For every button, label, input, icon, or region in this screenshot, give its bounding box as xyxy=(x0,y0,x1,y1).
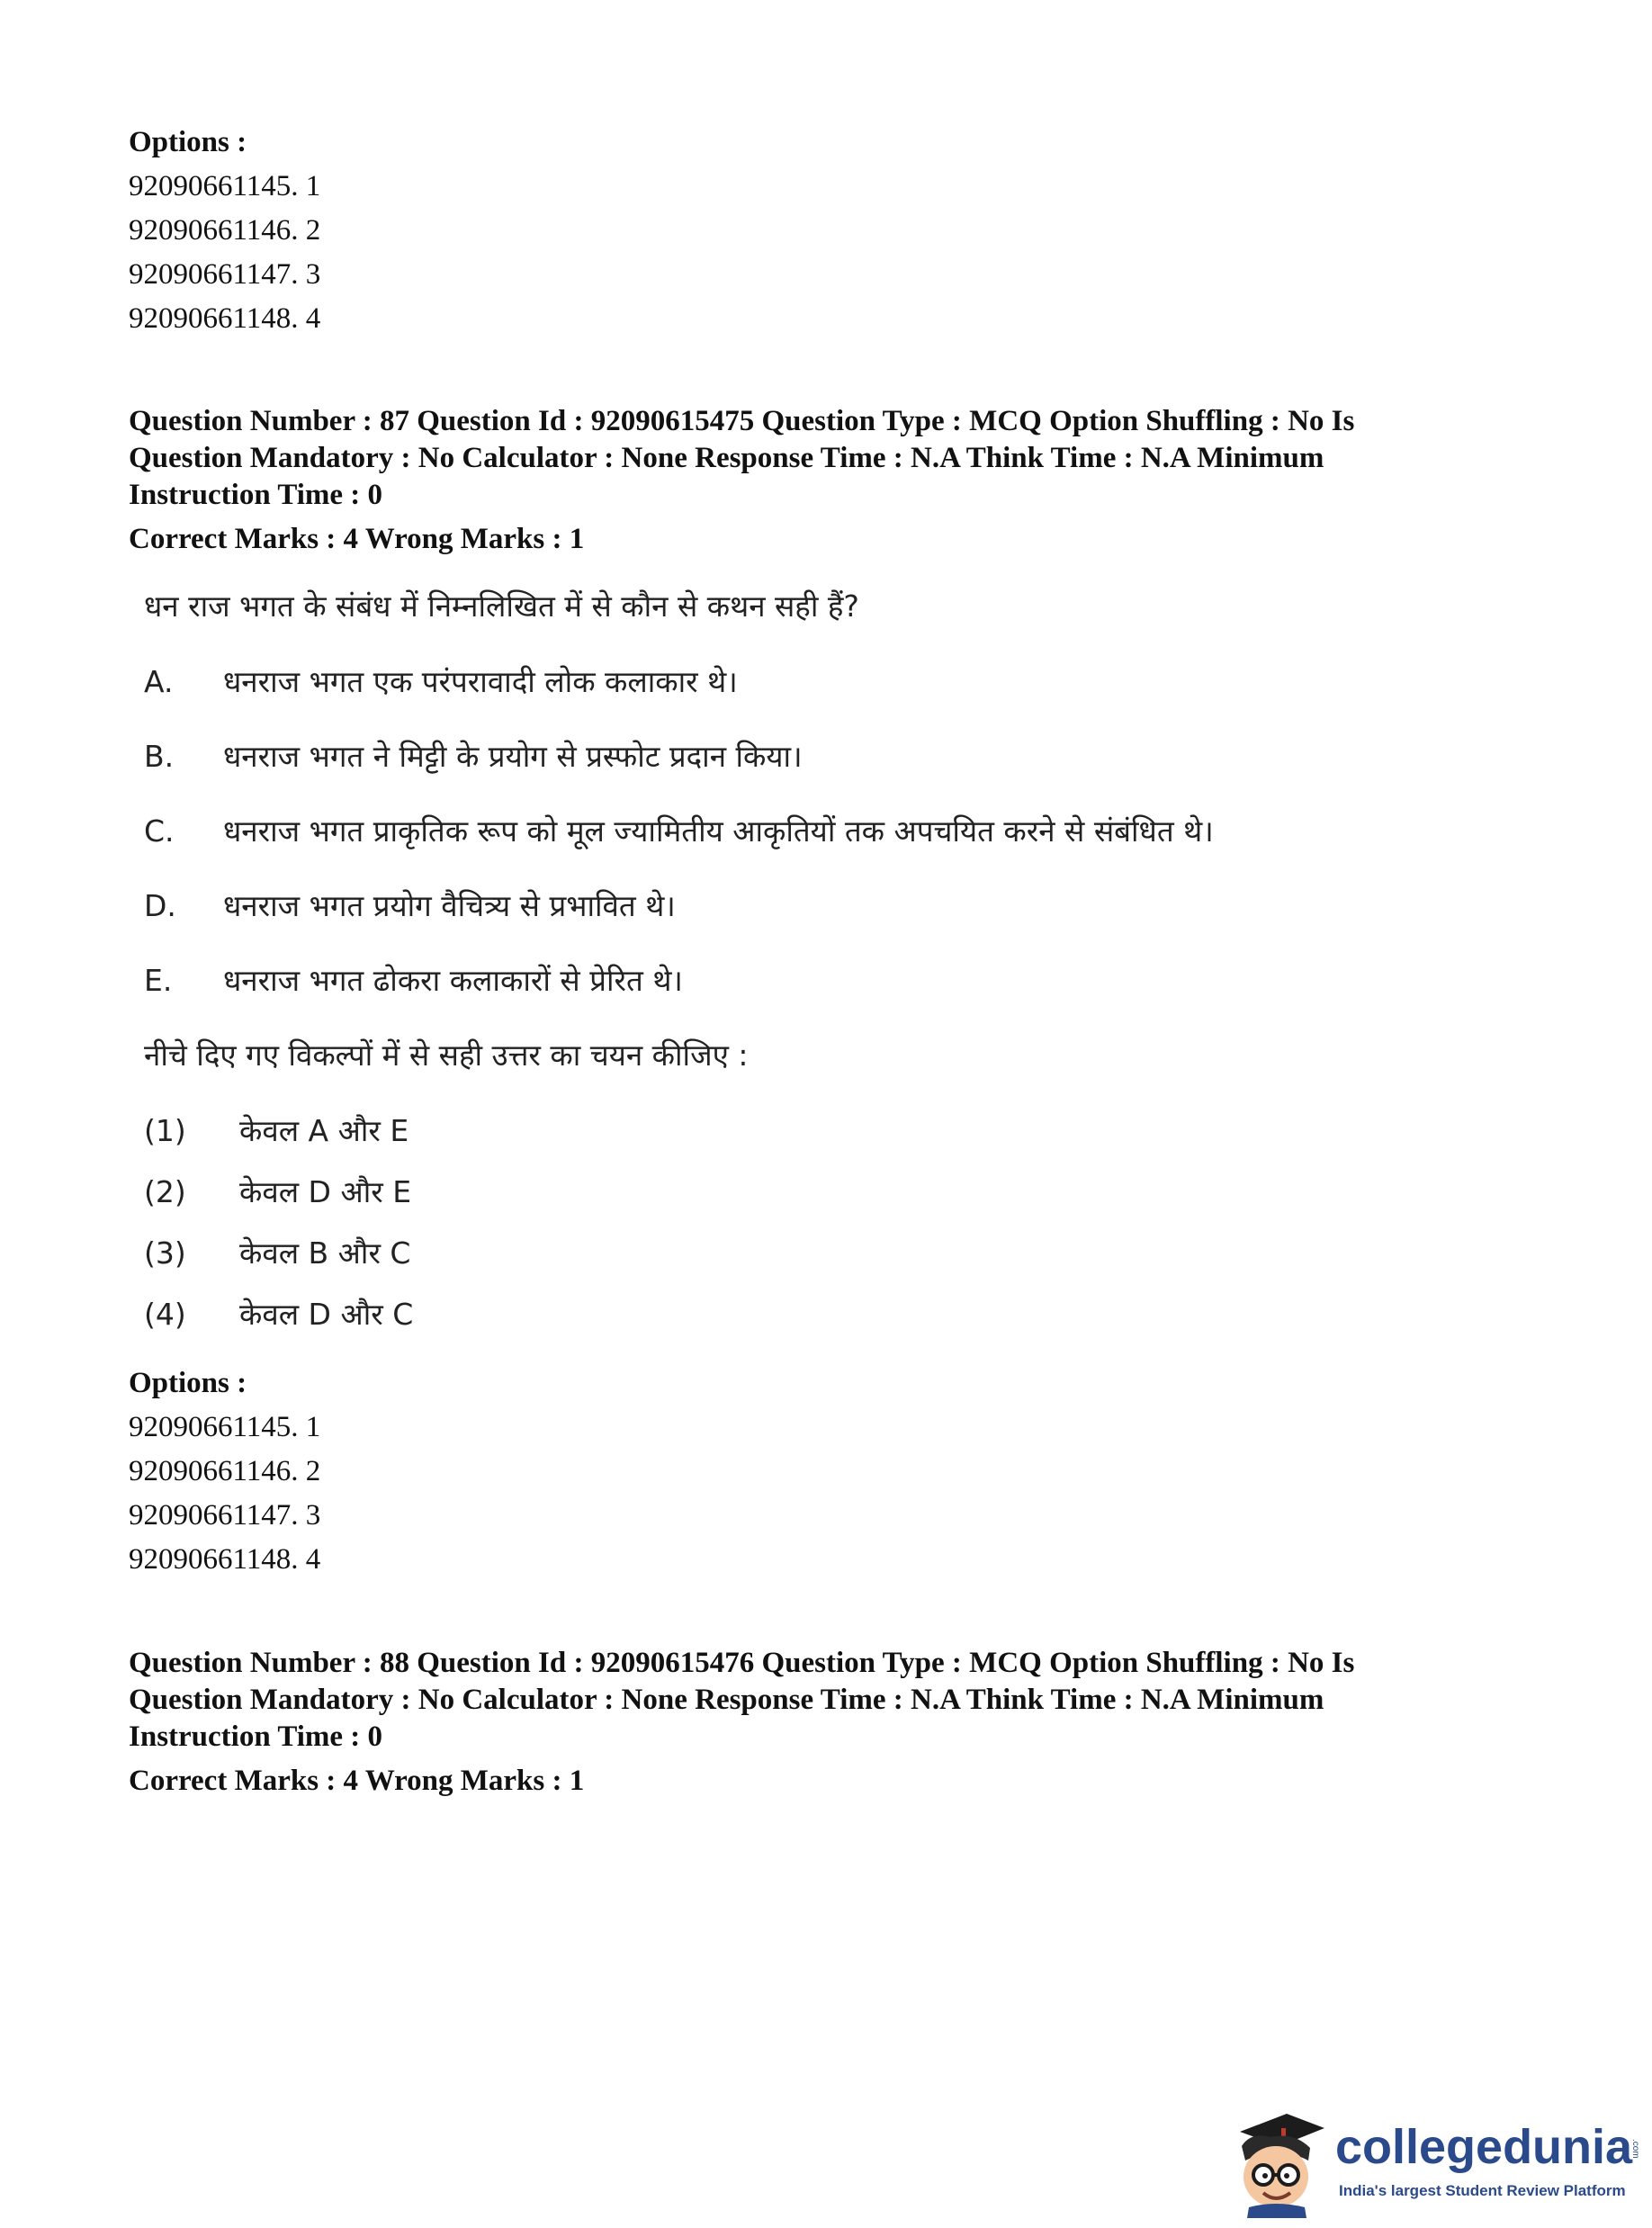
choice-text: केवल B और C xyxy=(239,1235,411,1271)
question-meta-line: Question Number : 88 Question Id : 92090615476 Question Type : MCQ Option Shuffling : No Is xyxy=(129,1647,1355,1679)
logo-tagline: India's largest Student Review Platform xyxy=(1339,2182,1626,2199)
choice-text: केवल D और E xyxy=(239,1174,412,1209)
question-87-body xyxy=(144,581,1404,1351)
choice-text: केवल A और E xyxy=(239,1113,409,1148)
logo-com-suffix: .com xyxy=(1630,2139,1640,2159)
logo-brand-name: collegedunia xyxy=(1335,2120,1633,2174)
option-item: 92090661147. 3 xyxy=(129,258,321,291)
option-item: 92090661148. 4 xyxy=(129,302,321,335)
statement-item xyxy=(144,732,1404,806)
student-mascot-icon xyxy=(1224,2101,1332,2218)
collegedunia-logo xyxy=(1224,2101,1638,2218)
statement-item xyxy=(144,881,1404,956)
statement-label: A. xyxy=(144,664,174,699)
question-marks: Correct Marks : 4 Wrong Marks : 1 xyxy=(129,523,585,555)
statement-text: धनराज भगत प्रयोग वैचित्र्य से प्रभावित थे। xyxy=(223,888,676,923)
statement-label: B. xyxy=(144,739,175,774)
question-meta-line: Question Number : 87 Question Id : 92090615475 Question Type : MCQ Option Shuffling : No Is xyxy=(129,405,1355,437)
question-meta-line: Instruction Time : 0 xyxy=(129,1720,383,1753)
statement-text: धनराज भगत प्राकृतिक रूप को मूल ज्यामितीय आकृतियों तक अपचयित करने से संबंधित थे। xyxy=(223,813,1214,849)
choice-text: केवल D और C xyxy=(239,1297,414,1332)
question-meta-line: Question Mandatory : No Calculator : None Response Time : N.A Think Time : N.A Minimum xyxy=(129,442,1324,474)
statement-item xyxy=(144,956,1404,1030)
choice-label: (2) xyxy=(144,1174,186,1209)
statement-label: C. xyxy=(144,813,175,849)
choice-item xyxy=(144,1106,1404,1167)
options-title: Options : xyxy=(129,1367,247,1399)
choice-label: (1) xyxy=(144,1113,186,1148)
statement-text: धनराज भगत ढोकरा कलाकारों से प्रेरित थे। xyxy=(223,963,683,998)
statement-label: E. xyxy=(144,963,173,998)
option-item: 92090661148. 4 xyxy=(129,1543,321,1576)
choice-item xyxy=(144,1167,1404,1228)
question-instruction: नीचे दिए गए विकल्पों में से सही उत्तर का चयन कीजिए : xyxy=(144,1038,749,1073)
option-item: 92090661146. 2 xyxy=(129,214,321,247)
statement-item xyxy=(144,806,1404,881)
question-stem: धन राज भगत के संबंध में निम्नलिखित में से कौन से कथन सही हैं? xyxy=(144,588,859,624)
top-options-block xyxy=(129,121,1532,341)
option-item: 92090661145. 1 xyxy=(129,170,321,202)
options-title: Options : xyxy=(129,126,247,158)
choice-label: (3) xyxy=(144,1235,186,1271)
option-item: 92090661145. 1 xyxy=(129,1411,321,1443)
question-meta-line: Question Mandatory : No Calculator : None Response Time : N.A Think Time : N.A Minimum xyxy=(129,1684,1324,1716)
question-meta-line: Instruction Time : 0 xyxy=(129,479,383,511)
choice-item xyxy=(144,1289,1404,1351)
question-88-meta xyxy=(129,1645,1532,1800)
statement-text: धनराज भगत एक परंपरावादी लोक कलाकार थे। xyxy=(223,664,738,699)
question-marks: Correct Marks : 4 Wrong Marks : 1 xyxy=(129,1765,585,1797)
choice-item xyxy=(144,1228,1404,1289)
question-87-meta xyxy=(129,403,1532,558)
question-87-options xyxy=(129,1361,1532,1582)
statement-item xyxy=(144,657,1404,732)
statement-label: D. xyxy=(144,888,176,923)
option-item: 92090661146. 2 xyxy=(129,1455,321,1487)
option-item: 92090661147. 3 xyxy=(129,1499,321,1532)
choice-label: (4) xyxy=(144,1297,186,1332)
statement-text: धनराज भगत ने मिट्टी के प्रयोग से प्रस्फोट प्रदान किया। xyxy=(223,739,803,774)
